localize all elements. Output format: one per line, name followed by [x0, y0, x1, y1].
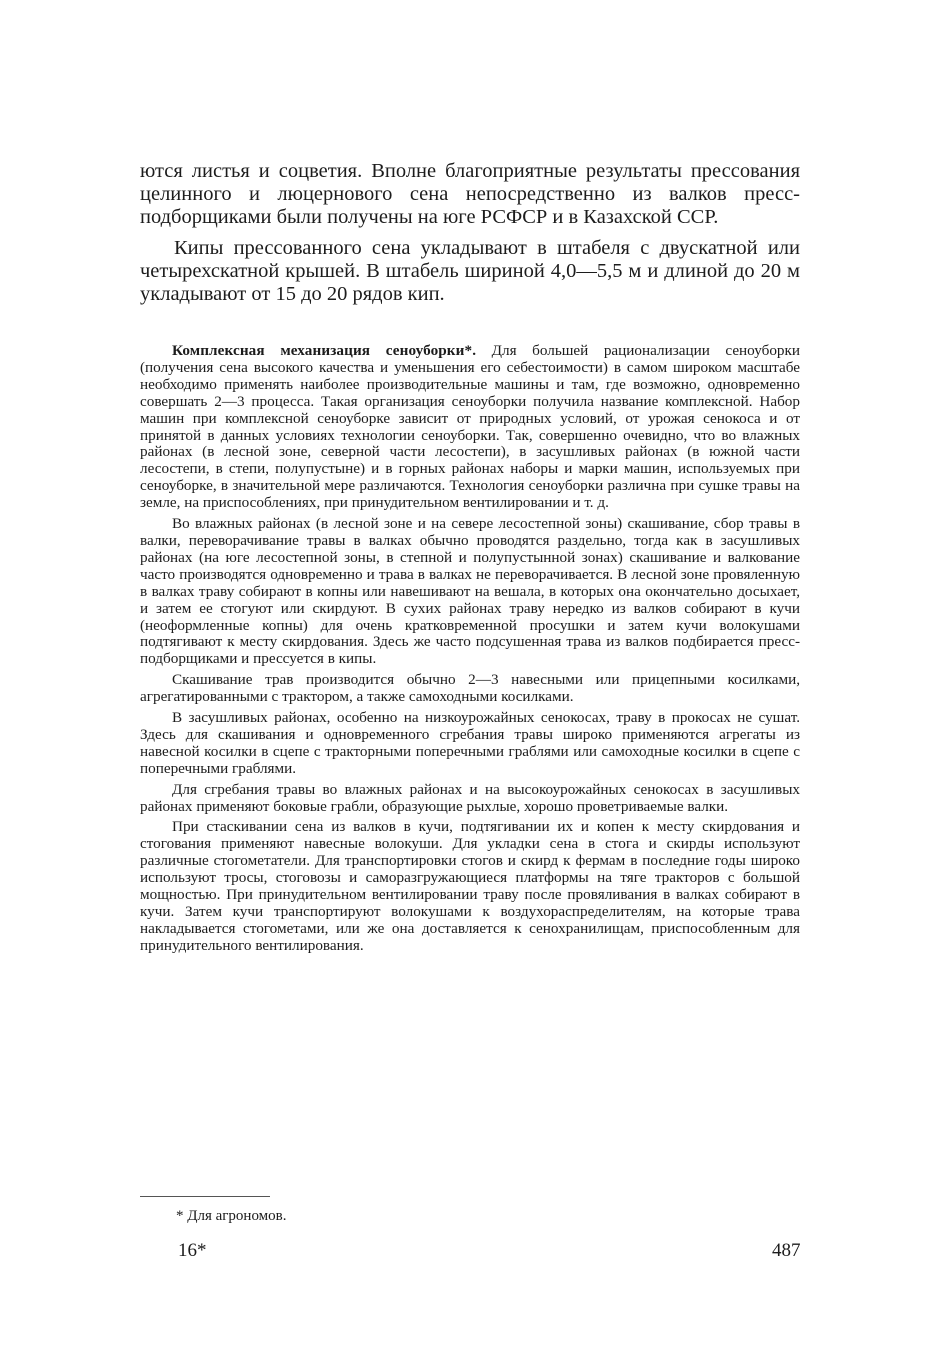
paragraph-bales: Кипы прессованного сена укладывают в штабеля с двускатной или четырехскатной крышей. В штабель шириной 4,0—5,5 м и длиной до 20 м укладывают от 15 до 20 рядов кип.: [140, 237, 800, 305]
section-paragraph-raking: Для сгребания травы во влажных районах и на высокоурожайных сенокосах в засушливых районах применяют боковые грабли, образующие рыхлые, хорошо проветриваемые валки.: [140, 780, 800, 815]
section-paragraph-stacking: При стаскивании сена из валков в кучи, подтягивании их и копен к месту скирдования и стогования применяют навесные волокуши. Для укладки сена в стога и скирды используют различные стогометатели. Для транспортировки стогов и скирд к фермам в последние годы широко используют тросы, стоговозы и саморазгружающиеся платформы на тяге тракторов с большой мощностью. При принудительном вентилировании траву после провяливания в валках собирают в кучи. Затем кучи транспортируют волокушами к воздухораспределителям, на которые трава накладывается стогометами, или же она доставляется к сенохранилищам, приспособленным для принудительного вентилирования.: [140, 818, 800, 954]
section-paragraph-humid: Во влажных районах (в лесной зоне и на севере лесостепной зоны) скашивание, сбор травы в валки, переворачивание травы в валках обычно проводятся раздельно, тогда как в засушливых районах (на юге лесостепной зоны, в степной и полупустынной зонах) скашивание и валкование часто производятся одновременно и трава в валках не переворачивается. В лесной зоне провяленную в валках траву собирают в копны или навешивают на вешала, в которых она окончательно досыхает, и затем ее стогуют или скирдуют. В сухих районах траву нередко из валков собирают в кучи (неоформленные копны) для очень кратковременной просушки и затем кучи волокушами подтягивают к месту скирдования. Здесь же часто подсушенная трава из валков подбирается пресс-подборщиками и прессуется в кипы.: [140, 515, 800, 668]
top-text-block: [140, 160, 800, 306]
section-intro-text: Для большей рационализации сеноуборки (получения сена высокого качества и уменьшения его себестоимости) в самом широком масштабе необходимо применять наиболее производительные машины и там, где возможно, одновременно совершать 2—3 процесса. Такая организация сеноуборки получила название комплексной. Набор машин при комплексной сеноуборке зависит от природных условий, от урожая сенокоса и от принятой в данных условиях технологии сеноуборки. Так, совершенно очевидно, что во влажных районах (в лесной зоне, северной части лесостепи), в засушливых районах (в южной части лесостепи, в степи, полупустыне) и в горных районах наборы и марки машин, используемых при сеноуборке, в значительной мере различаются. Технология сеноуборки различна при сушке травы на земле, на приспособлениях, при принудительном вентилировании и т. д.: [140, 342, 801, 512]
footnote-divider: [140, 1196, 270, 1197]
section-paragraph-intro: [140, 343, 800, 512]
paragraph-continuation: ются листья и соцветия. Вполне благоприятные результаты прессования целинного и люцернового сена непосредственно из валков пресс-подборщиками были получены на юге РСФСР и в Казахской ССР.: [140, 160, 800, 228]
section-complex-mechanization: [140, 343, 800, 959]
section-paragraph-mowing: Скашивание трав производится обычно 2—3 навесными или прицепными косилками, агрегатированными с трактором, а также самоходными косилками.: [140, 671, 800, 706]
printer-signature: 16*: [178, 1240, 207, 1261]
page-number: 487: [772, 1240, 801, 1261]
section-heading: Комплексная механизация сеноуборки*.: [172, 342, 477, 359]
section-paragraph-arid: В засушливых районах, особенно на низкоурожайных сенокосах, траву в прокосах не сушат. Здесь для скашивания и одновременного сгребания травы широко применяются агрегаты из навесной косилки в сцепе с тракторными поперечными граблями или самоходные косилки в сцепе с поперечными граблями.: [140, 709, 800, 777]
footnote: * Для агрономов.: [176, 1208, 287, 1224]
